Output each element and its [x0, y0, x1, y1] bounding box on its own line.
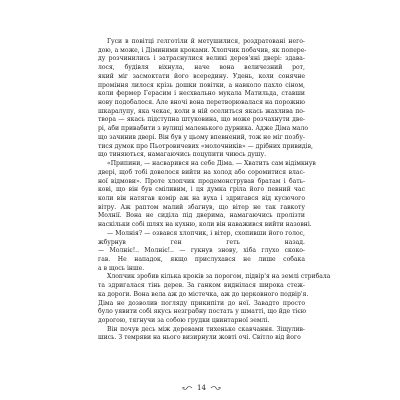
text-line: лося, будівля віхнула, наче вона величезний рот,: [98, 64, 305, 72]
text-line: тися думок про Пьотровичевих «молочників» — дрібних привидів,: [98, 142, 313, 150]
right-ornament-icon: [210, 385, 222, 391]
text-line: Він почув десь між деревами тихеньке скавчання. Зіщулив-: [107, 325, 305, 333]
text-line: що тиняються, намагаючись поцупити чиюсь душу.: [98, 151, 267, 159]
paragraph: [98, 160, 316, 230]
text-line: та здригалася тінь дерев. За ганком виднілася широка стеж-: [98, 282, 305, 290]
paragraph: [98, 38, 313, 160]
page-number: 14: [197, 384, 206, 392]
text-line: Молнії. Вона не сиділа під дверима, намагаючись пролізти: [98, 212, 305, 220]
text-line: кові, що він був сміливим, і ця думка гріла його певний час: [98, 186, 305, 194]
text-line: гав. Не нападок, якщо прислухався не лише собака: [98, 255, 305, 263]
text-line: коли фермер Герасим і несхвально мукала Матильда, ставши: [98, 90, 305, 98]
text-line: шкаралупу, яка чекає, коли в ній оселиться якась жахлива по-: [98, 107, 305, 115]
text-line: ка дороги. Вона вела аж до містечка, аж до церковного подвір'я.: [98, 290, 309, 298]
text-line: рі, аби привабити з вулиці маленького дурника. Адже Діма мало: [98, 125, 309, 133]
text-line: — Молніє!.. Молніє!.. — гукнув знову, хіба глухо скоко-: [98, 247, 305, 255]
text-line: який міг засмоктати його всередину. Удень, коли сонячне: [98, 72, 305, 80]
text-line: ної відмови». Проте хлопчик продемонстрував братам і бать-: [98, 177, 305, 185]
text-line: вітру. Аж раптом малий збагнув, що вітер не так гавкоту: [98, 203, 305, 211]
text-line: — Молнія? — озвався хлопчик, і вітер, схопивши його голос,: [107, 229, 305, 237]
text-line: дорогою, тягнучи за собою грудки цвинтарної землі.: [98, 317, 270, 324]
paragraph: [98, 326, 305, 343]
text-line: було уявити собі якусь незграбну постать у шматті, що йде тією: [98, 308, 307, 316]
text-line: «Припини, — насварився на себе Діма. — Хватить сам відімкнув: [107, 160, 316, 168]
text-line: Діма не дозволив погляду прикипіти до неї. Завадто просто: [98, 299, 305, 307]
text-line: ду розчинились і затраснулися великі дерев'яні двері: здава-: [98, 55, 305, 63]
text-line: нову подобалося. Але вночі вона перетворювалася на порожню: [98, 99, 305, 107]
text-line: коли він натягав комір аж на вуха і здригався від кусючого: [98, 194, 305, 202]
text-line: Гуси в повітці гелготіли й метушилися, роздратовані него-: [107, 38, 305, 45]
text-line: дою, а може, і Діминими кроками. Хлопчик побачив, як попере-: [98, 46, 307, 54]
text-line: жбурнув ген геть назад.: [98, 238, 305, 246]
text-line: двері, щоб тобі довелося вийти на холод або соромитися влас-: [98, 168, 305, 176]
text-line: а в щось інше.: [98, 264, 145, 272]
text-line: що зачинив двері. Він був у цьому впевнений, тож не міг позбу-: [98, 133, 305, 141]
body-text: [98, 38, 331, 343]
paragraph: [98, 230, 305, 274]
paragraph: [98, 273, 331, 325]
text-line: проміння лилося крізь дошки повітки, а навколо пахло сіном,: [98, 81, 305, 89]
left-ornament-icon: [181, 385, 193, 391]
text-line: Хлопчик зробив кілька кроків за порогом, підвір'я на землі стрибала: [107, 273, 331, 281]
text-line: наскільки собі шлях на кухню, коли він наважився вийти назовні.: [98, 221, 312, 229]
text-line: шись. З темряви на нього визирнули жовті очі. Світло від його: [98, 334, 301, 342]
page-footer: [98, 384, 305, 392]
text-line: твора — якась підступна штуковина, що може розчахнути две-: [98, 116, 305, 124]
